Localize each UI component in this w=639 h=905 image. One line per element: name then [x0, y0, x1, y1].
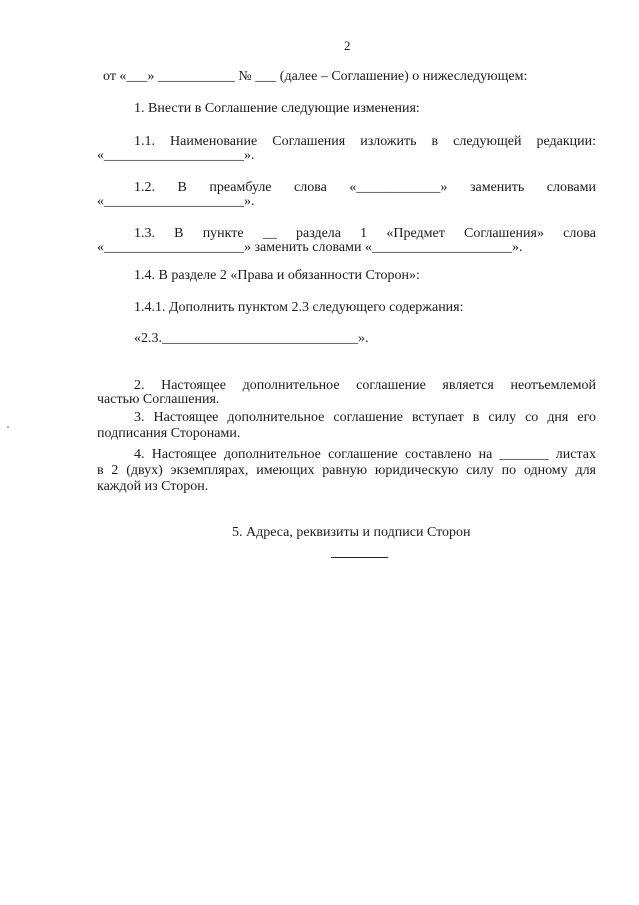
item-4-continued-end: каждой из Сторон. [97, 479, 209, 494]
item-4-continued: в 2 (двух) экземплярах, имеющих равную юридическую силу по одному для [97, 463, 596, 478]
agreement-reference-line: от «___» ___________ № ___ (далее – Соглашение) о нижеследующем: [103, 69, 528, 84]
section-5-heading: 5. Адреса, реквизиты и подписи Сторон [232, 525, 471, 540]
item-1-1: 1.1. Наименование Соглашения изложить в следующей редакции: [134, 134, 596, 149]
item-1-2-blank: «____________________». [97, 194, 255, 209]
item-2-3-blank: «2.3.____________________________». [134, 331, 369, 346]
item-1: 1. Внести в Соглашение следующие изменения: [134, 101, 420, 116]
item-4: 4. Настоящее дополнительное соглашение составлено на _______ листах [134, 447, 596, 462]
page-number: 2 [344, 38, 351, 53]
item-1-3-continued: «____________________» заменить словами «____________________». [97, 240, 523, 255]
item-1-4: 1.4. В разделе 2 «Права и обязанности Сторон»: [134, 268, 420, 283]
item-1-4-1: 1.4.1. Дополнить пунктом 2.3 следующего содержания: [134, 300, 464, 315]
item-2: 2. Настоящее дополнительное соглашение является неотъемлемой [134, 378, 596, 393]
item-1-3: 1.3. В пункте __ раздела 1 «Предмет Соглашения» слова [134, 226, 596, 241]
closing-rule [331, 557, 388, 558]
item-1-1-blank: «____________________». [97, 148, 255, 163]
item-1-2: 1.2. В преамбуле слова «____________» заменить словами [134, 180, 596, 195]
item-2-continued: частью Соглашения. [97, 392, 220, 407]
scan-speck [7, 426, 9, 428]
item-3: 3. Настоящее дополнительное соглашение вступает в силу со дня его [134, 410, 596, 425]
item-3-continued: подписания Сторонами. [97, 426, 241, 441]
